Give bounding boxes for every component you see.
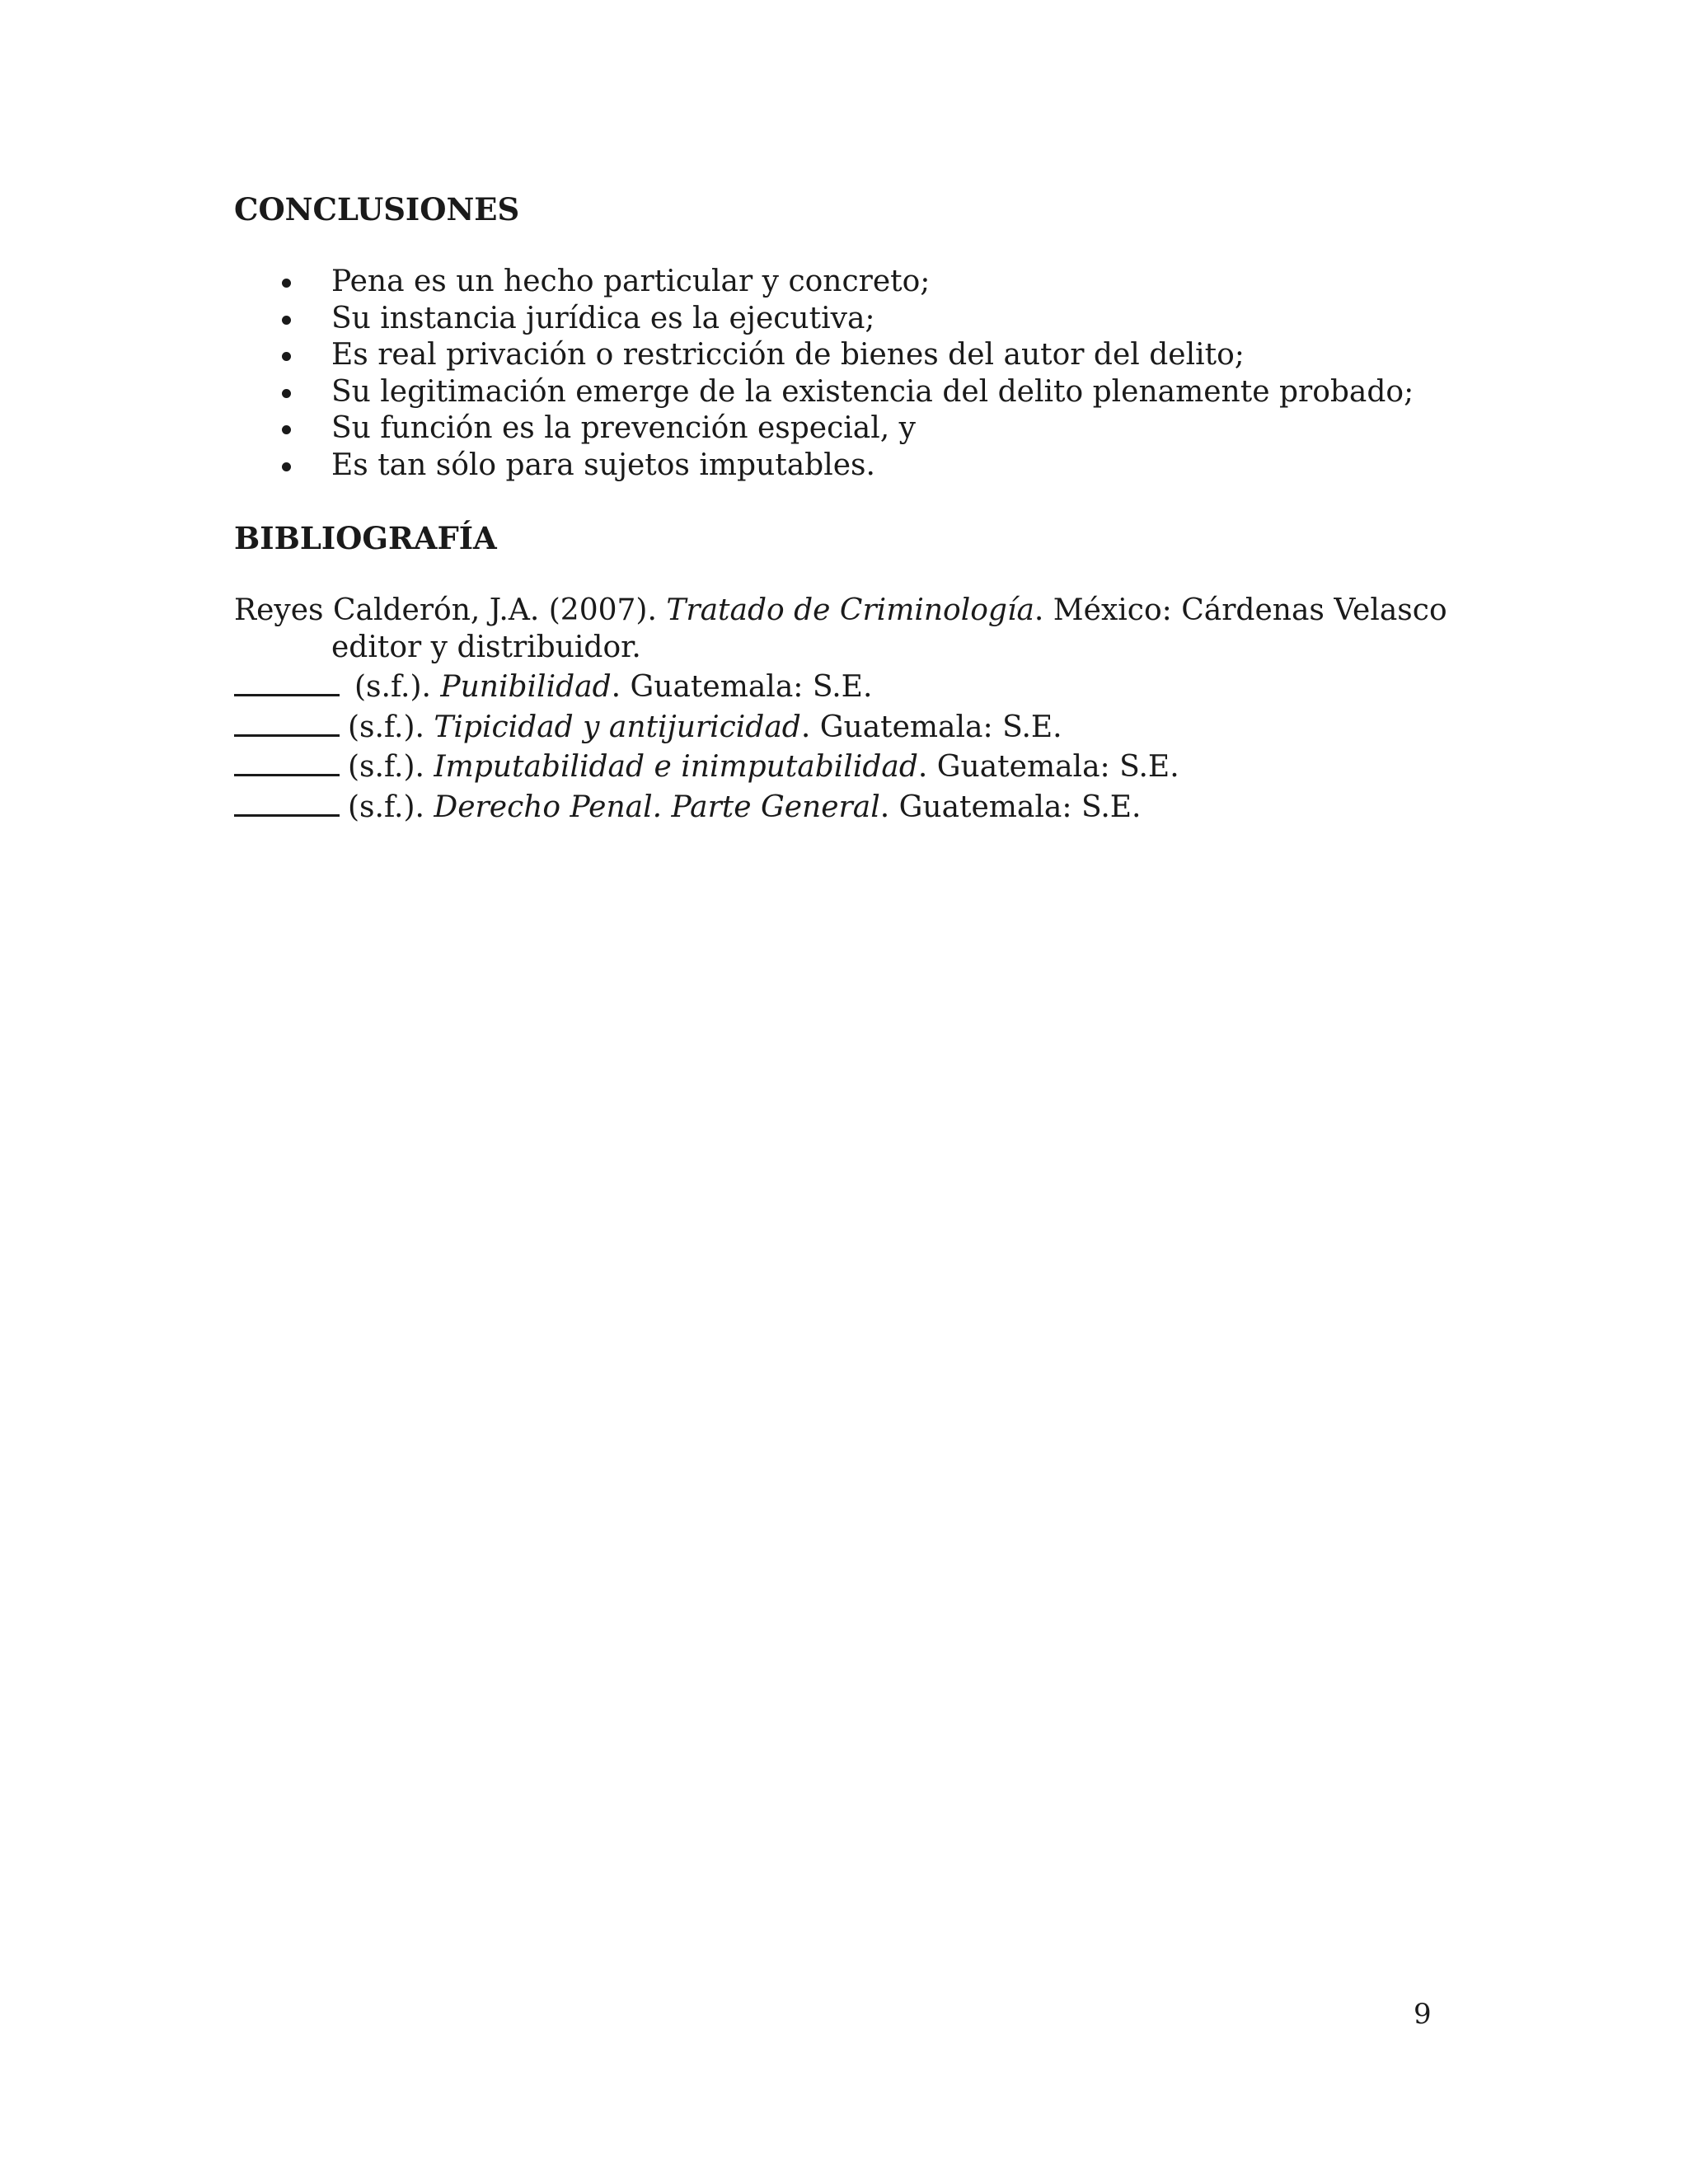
bullet-icon <box>282 425 291 434</box>
bullet-icon <box>282 316 291 325</box>
reference-publisher: . México: Cárdenas Velasco <box>1034 593 1447 627</box>
list-item-text: Su legitimación emerge de la existencia del delito plenamente probado; <box>331 374 1414 409</box>
author-repeat-line <box>234 746 340 776</box>
reference-entry <box>234 706 1470 747</box>
page-number: 9 <box>1414 1998 1432 2031</box>
reference-publisher-continuation: editor y distribuidor. <box>331 630 641 664</box>
author-repeat-line <box>234 666 340 696</box>
reference-title: Derecho Penal. Parte General <box>434 790 880 824</box>
reference-author: Reyes Calderón, J.A. (2007). <box>234 593 667 627</box>
reference-date: (s.f.). <box>348 710 434 744</box>
page-content <box>234 191 1470 826</box>
bullet-icon <box>282 279 291 288</box>
list-item <box>234 410 1470 448</box>
reference-title: Tipicidad y antijuricidad <box>434 710 801 744</box>
reference-date: (s.f.). <box>348 790 434 824</box>
reference-title: Imputabilidad e inimputabilidad <box>434 750 918 784</box>
bullet-icon <box>282 462 291 471</box>
bullet-icon <box>282 389 291 398</box>
list-item-text: Su función es la prevención especial, y <box>331 411 916 445</box>
list-item <box>234 264 1470 301</box>
reference-entry <box>234 746 1470 786</box>
list-item <box>234 448 1470 485</box>
list-item <box>234 337 1470 374</box>
reference-title: Punibilidad <box>440 670 612 704</box>
reference-publisher: . Guatemala: S.E. <box>611 670 873 704</box>
conclusiones-heading: CONCLUSIONES <box>234 191 520 227</box>
list-item-text: Es tan sólo para sujetos imputables. <box>331 448 875 482</box>
bullet-icon <box>282 352 291 361</box>
reference-entry <box>234 666 1470 706</box>
list-item <box>234 374 1470 411</box>
list-item-text: Su instancia jurídica es la ejecutiva; <box>331 301 875 335</box>
reference-publisher: . Guatemala: S.E. <box>879 790 1142 824</box>
list-item-text: Pena es un hecho particular y concreto; <box>331 265 931 298</box>
author-repeat-line <box>234 706 340 737</box>
bibliografia-heading: BIBLIOGRAFÍA <box>234 520 497 556</box>
reference-date: (s.f.). <box>348 750 434 784</box>
reference-entry <box>234 786 1470 827</box>
list-item-text: Es real privación o restricción de bienes del autor del delito; <box>331 338 1245 372</box>
reference-entry <box>234 593 1470 666</box>
author-repeat-line <box>234 786 340 817</box>
reference-date: (s.f.). <box>354 670 441 704</box>
reference-title: Tratado de Criminología <box>666 593 1034 627</box>
conclusiones-list <box>234 264 1470 484</box>
reference-publisher: . Guatemala: S.E. <box>917 750 1179 784</box>
list-item <box>234 301 1470 338</box>
reference-publisher: . Guatemala: S.E. <box>800 710 1062 744</box>
